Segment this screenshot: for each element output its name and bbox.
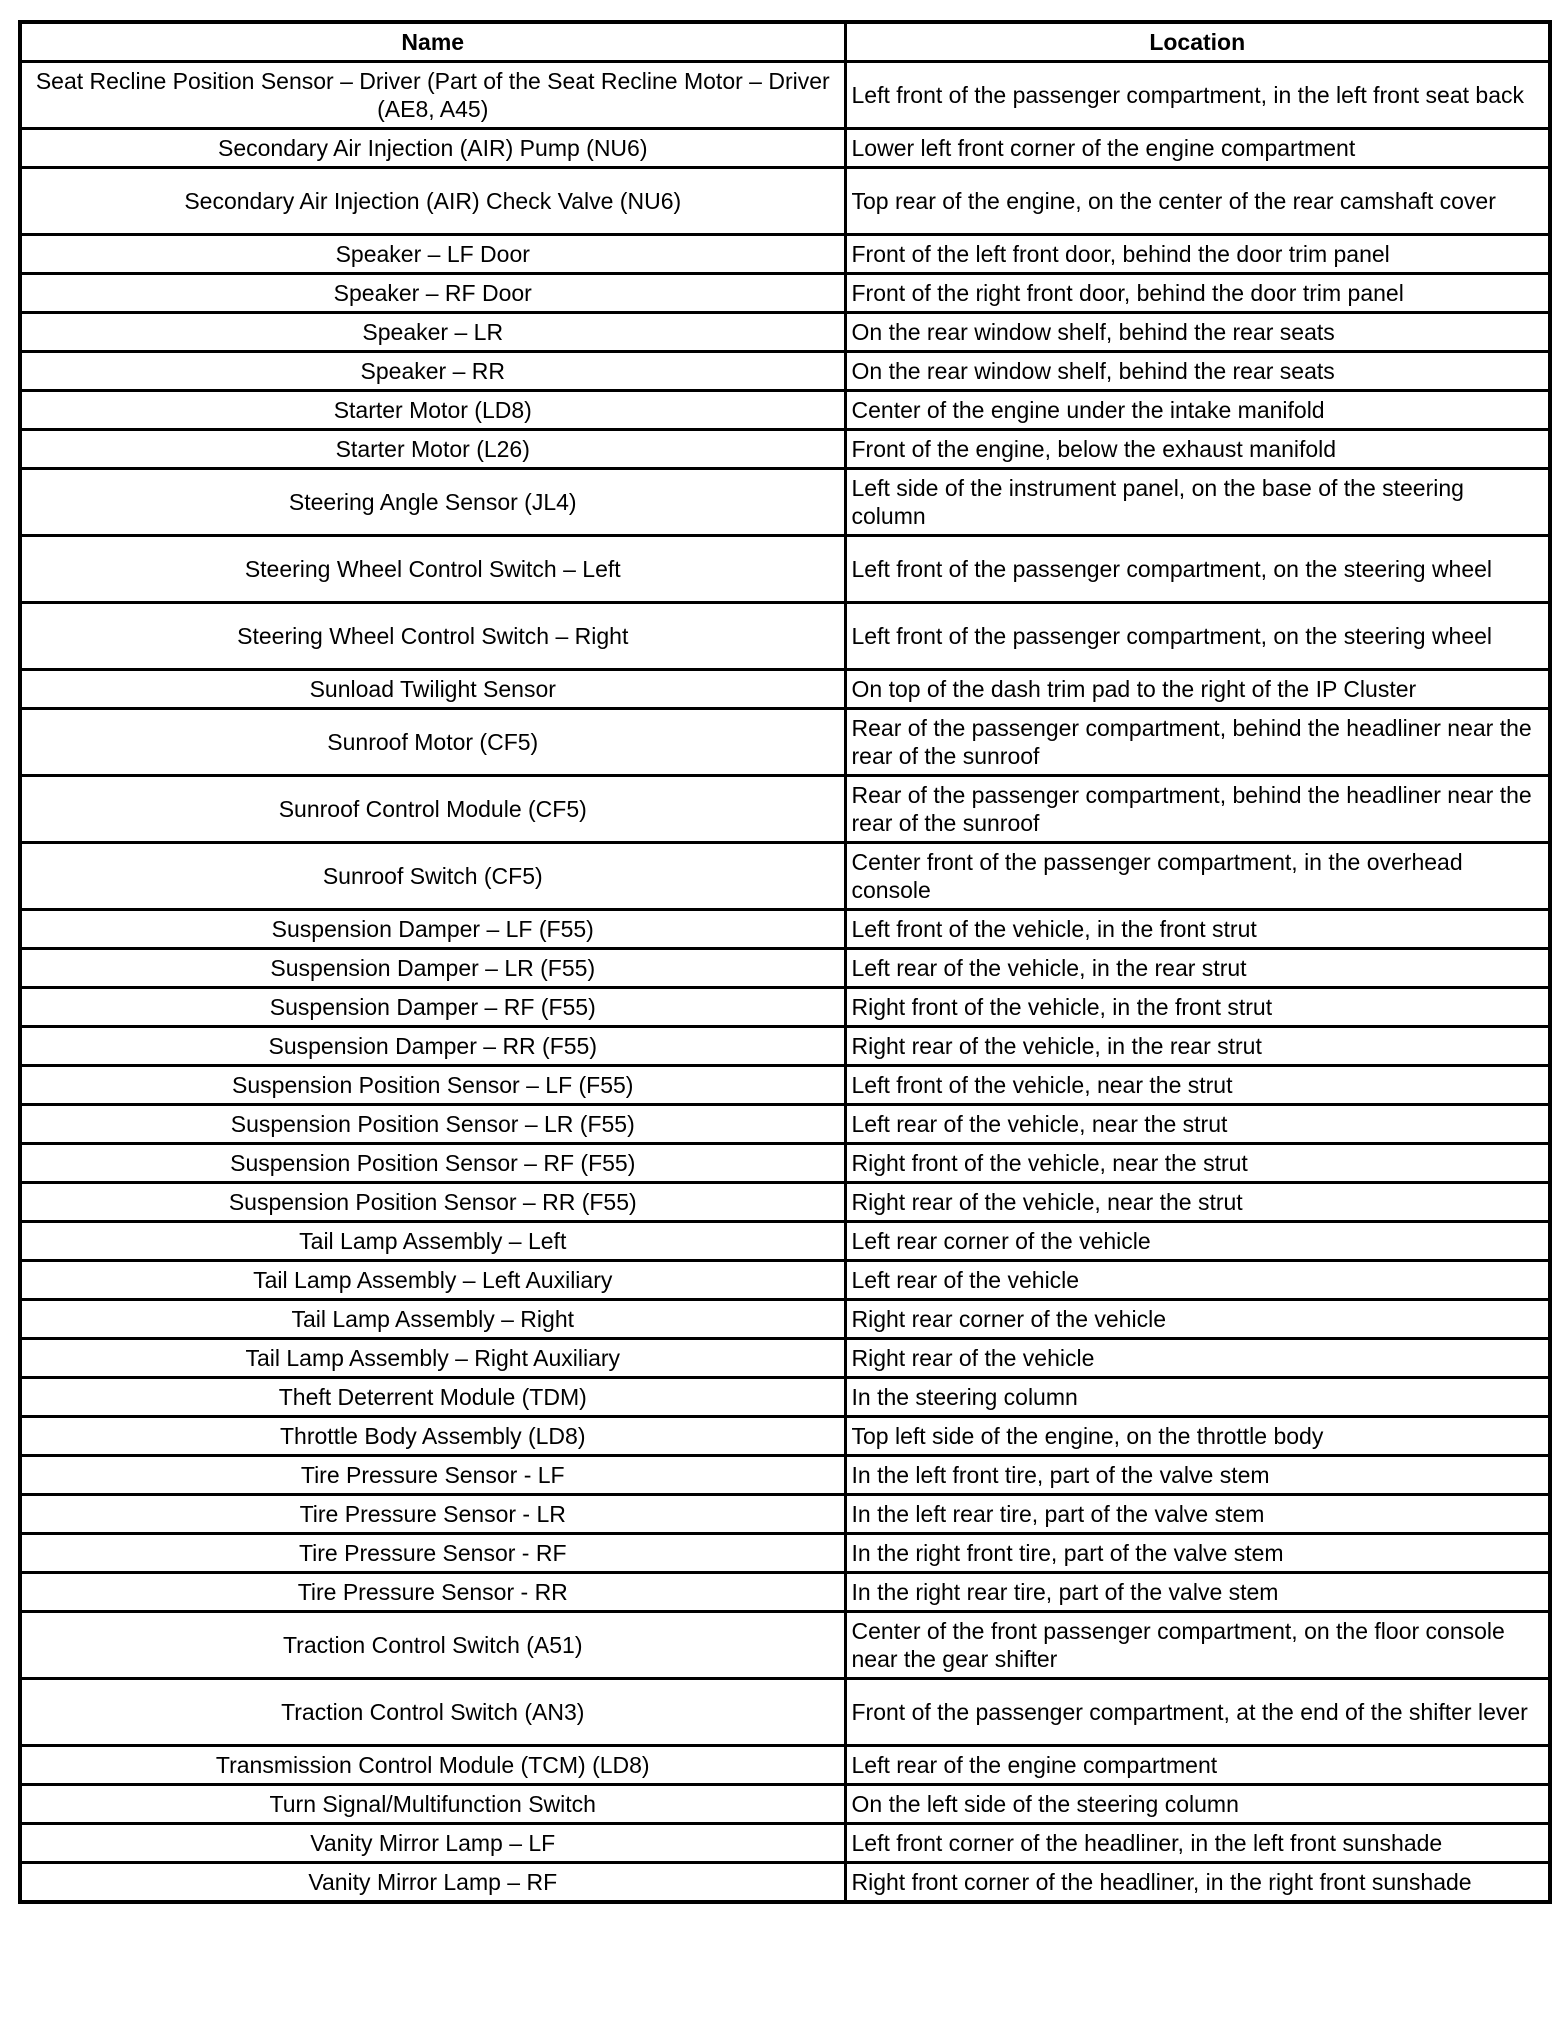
cell-name: Suspension Damper – RF (F55): [20, 988, 845, 1027]
cell-name: Speaker – LR: [20, 313, 845, 352]
table-row: [20, 988, 1550, 1027]
cell-location: Left front of the passenger compartment, on the steering wheel: [845, 536, 1550, 603]
table-row: [20, 1222, 1550, 1261]
cell-location: Top left side of the engine, on the throttle body: [845, 1417, 1550, 1456]
cell-name: Suspension Position Sensor – RR (F55): [20, 1183, 845, 1222]
cell-location: Center of the front passenger compartment, on the floor console near the gear shifter: [845, 1612, 1550, 1679]
table-row: [20, 1612, 1550, 1679]
table-row: [20, 910, 1550, 949]
cell-location: Left rear of the vehicle, in the rear strut: [845, 949, 1550, 988]
cell-name: Theft Deterrent Module (TDM): [20, 1378, 845, 1417]
cell-name: Sunload Twilight Sensor: [20, 670, 845, 709]
table-row: [20, 1785, 1550, 1824]
cell-name: Speaker – LF Door: [20, 235, 845, 274]
table-row: [20, 603, 1550, 670]
cell-location: Front of the left front door, behind the door trim panel: [845, 235, 1550, 274]
cell-name: Vanity Mirror Lamp – LF: [20, 1824, 845, 1863]
cell-name: Steering Wheel Control Switch – Left: [20, 536, 845, 603]
table-row: [20, 1066, 1550, 1105]
table-row: [20, 1824, 1550, 1863]
cell-name: Tail Lamp Assembly – Left: [20, 1222, 845, 1261]
cell-name: Suspension Damper – LR (F55): [20, 949, 845, 988]
cell-name: Throttle Body Assembly (LD8): [20, 1417, 845, 1456]
table-row: [20, 469, 1550, 536]
cell-location: Right rear corner of the vehicle: [845, 1300, 1550, 1339]
table-row: [20, 536, 1550, 603]
cell-name: Turn Signal/Multifunction Switch: [20, 1785, 845, 1824]
cell-location: On the rear window shelf, behind the rear seats: [845, 352, 1550, 391]
cell-location: On the left side of the steering column: [845, 1785, 1550, 1824]
cell-name: Seat Recline Position Sensor – Driver (Part of the Seat Recline Motor – Driver (AE8, A45): [20, 62, 845, 129]
cell-location: Center front of the passenger compartment, in the overhead console: [845, 843, 1550, 910]
cell-location: Right front of the vehicle, near the strut: [845, 1144, 1550, 1183]
table-row: [20, 949, 1550, 988]
cell-location: Front of the engine, below the exhaust manifold: [845, 430, 1550, 469]
table-row: [20, 274, 1550, 313]
table-row: [20, 1183, 1550, 1222]
cell-location: Front of the right front door, behind the door trim panel: [845, 274, 1550, 313]
cell-name: Transmission Control Module (TCM) (LD8): [20, 1746, 845, 1785]
cell-name: Speaker – RF Door: [20, 274, 845, 313]
cell-location: Left side of the instrument panel, on the base of the steering column: [845, 469, 1550, 536]
column-header-name: Name: [20, 22, 845, 62]
cell-location: Top rear of the engine, on the center of the rear camshaft cover: [845, 168, 1550, 235]
table-row: [20, 1144, 1550, 1183]
table-row: [20, 1027, 1550, 1066]
table-row: [20, 1679, 1550, 1746]
cell-name: Suspension Position Sensor – LR (F55): [20, 1105, 845, 1144]
cell-location: Lower left front corner of the engine compartment: [845, 129, 1550, 168]
cell-name: Tire Pressure Sensor - RF: [20, 1534, 845, 1573]
table-row: [20, 1417, 1550, 1456]
table-row: [20, 1534, 1550, 1573]
cell-name: Tire Pressure Sensor - LR: [20, 1495, 845, 1534]
cell-name: Sunroof Control Module (CF5): [20, 776, 845, 843]
table-row: [20, 670, 1550, 709]
cell-name: Traction Control Switch (AN3): [20, 1679, 845, 1746]
cell-location: Left front of the passenger compartment, on the steering wheel: [845, 603, 1550, 670]
cell-location: Left rear of the vehicle: [845, 1261, 1550, 1300]
table-row: [20, 1378, 1550, 1417]
cell-name: Tire Pressure Sensor - RR: [20, 1573, 845, 1612]
cell-name: Tire Pressure Sensor - LF: [20, 1456, 845, 1495]
cell-name: Starter Motor (L26): [20, 430, 845, 469]
cell-name: Steering Angle Sensor (JL4): [20, 469, 845, 536]
cell-name: Tail Lamp Assembly – Right: [20, 1300, 845, 1339]
table-row: [20, 168, 1550, 235]
column-header-location: Location: [845, 22, 1550, 62]
cell-location: On top of the dash trim pad to the right of the IP Cluster: [845, 670, 1550, 709]
cell-name: Sunroof Motor (CF5): [20, 709, 845, 776]
table-row: [20, 1573, 1550, 1612]
cell-location: Left front of the vehicle, near the strut: [845, 1066, 1550, 1105]
table-row: [20, 1746, 1550, 1785]
cell-name: Speaker – RR: [20, 352, 845, 391]
cell-name: Tail Lamp Assembly – Left Auxiliary: [20, 1261, 845, 1300]
header-row: [20, 22, 1550, 62]
table-row: [20, 352, 1550, 391]
cell-location: In the right front tire, part of the valve stem: [845, 1534, 1550, 1573]
cell-name: Secondary Air Injection (AIR) Pump (NU6): [20, 129, 845, 168]
cell-location: Rear of the passenger compartment, behind the headliner near the rear of the sunroof: [845, 709, 1550, 776]
cell-location: Left front corner of the headliner, in the left front sunshade: [845, 1824, 1550, 1863]
cell-location: Right rear of the vehicle, near the strut: [845, 1183, 1550, 1222]
cell-name: Suspension Position Sensor – LF (F55): [20, 1066, 845, 1105]
cell-location: Left front of the vehicle, in the front strut: [845, 910, 1550, 949]
cell-name: Suspension Damper – LF (F55): [20, 910, 845, 949]
cell-location: In the left rear tire, part of the valve stem: [845, 1495, 1550, 1534]
cell-name: Suspension Damper – RR (F55): [20, 1027, 845, 1066]
cell-location: Left rear corner of the vehicle: [845, 1222, 1550, 1261]
table-body: [20, 62, 1550, 1903]
cell-location: Front of the passenger compartment, at the end of the shifter lever: [845, 1679, 1550, 1746]
cell-location: Left rear of the vehicle, near the strut: [845, 1105, 1550, 1144]
cell-name: Secondary Air Injection (AIR) Check Valve (NU6): [20, 168, 845, 235]
cell-name: Tail Lamp Assembly – Right Auxiliary: [20, 1339, 845, 1378]
cell-location: Right rear of the vehicle: [845, 1339, 1550, 1378]
cell-name: Suspension Position Sensor – RF (F55): [20, 1144, 845, 1183]
table-row: [20, 843, 1550, 910]
table-row: [20, 430, 1550, 469]
component-location-table: [18, 20, 1552, 1904]
table-row: [20, 776, 1550, 843]
cell-location: In the left front tire, part of the valve stem: [845, 1456, 1550, 1495]
cell-location: On the rear window shelf, behind the rear seats: [845, 313, 1550, 352]
cell-name: Steering Wheel Control Switch – Right: [20, 603, 845, 670]
table-row: [20, 1300, 1550, 1339]
cell-location: Right front of the vehicle, in the front strut: [845, 988, 1550, 1027]
table-row: [20, 391, 1550, 430]
cell-location: Rear of the passenger compartment, behind the headliner near the rear of the sunroof: [845, 776, 1550, 843]
cell-location: In the right rear tire, part of the valve stem: [845, 1573, 1550, 1612]
cell-name: Traction Control Switch (A51): [20, 1612, 845, 1679]
table-row: [20, 235, 1550, 274]
table-row: [20, 1105, 1550, 1144]
cell-name: Sunroof Switch (CF5): [20, 843, 845, 910]
cell-name: Starter Motor (LD8): [20, 391, 845, 430]
cell-location: Right front corner of the headliner, in the right front sunshade: [845, 1863, 1550, 1903]
table-row: [20, 129, 1550, 168]
cell-location: Right rear of the vehicle, in the rear strut: [845, 1027, 1550, 1066]
table-row: [20, 1261, 1550, 1300]
cell-location: In the steering column: [845, 1378, 1550, 1417]
cell-location: Center of the engine under the intake manifold: [845, 391, 1550, 430]
table-row: [20, 709, 1550, 776]
cell-location: Left rear of the engine compartment: [845, 1746, 1550, 1785]
cell-name: Vanity Mirror Lamp – RF: [20, 1863, 845, 1903]
table-row: [20, 1339, 1550, 1378]
table-row: [20, 1863, 1550, 1903]
table-row: [20, 62, 1550, 129]
table-row: [20, 313, 1550, 352]
table-row: [20, 1495, 1550, 1534]
table-row: [20, 1456, 1550, 1495]
cell-location: Left front of the passenger compartment, in the left front seat back: [845, 62, 1550, 129]
